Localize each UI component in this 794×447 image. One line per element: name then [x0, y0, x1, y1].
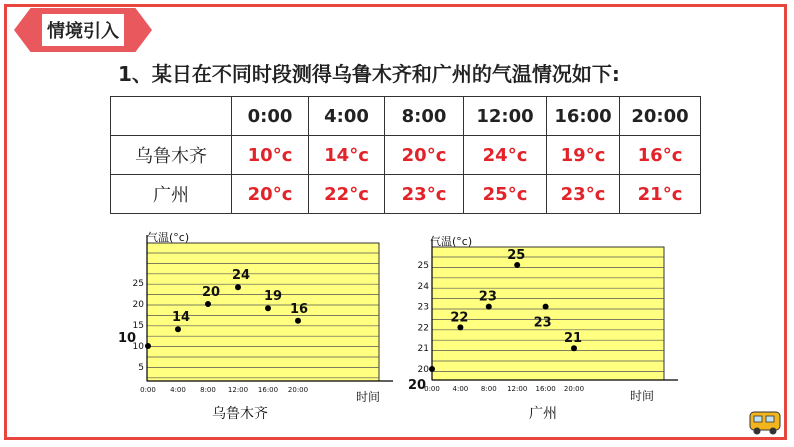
temp-cell: 20°c	[385, 136, 464, 175]
x-tick-label: 16:00	[535, 385, 556, 393]
temp-cell: 10°c	[232, 136, 309, 175]
question-heading: 1、某日在不同时段测得乌鲁木齐和广州的气温情况如下:	[118, 62, 620, 86]
data-label: 23	[533, 315, 552, 331]
x-tick-label: 20:00	[563, 385, 585, 393]
data-label: 14	[172, 310, 191, 326]
x-tick-label: 12:00	[227, 386, 249, 394]
y-tick-label: 22	[417, 323, 429, 334]
badge-label: 情境引入	[42, 14, 124, 46]
temp-cell: 25°c	[464, 175, 547, 214]
data-label: 20	[202, 285, 221, 300]
temp-cell: 24°c	[464, 136, 547, 175]
data-point	[295, 318, 301, 324]
x-axis-title: 时间	[630, 389, 655, 403]
y-axis-title: 气温(°c)	[147, 231, 190, 244]
temp-cell: 20°c	[232, 175, 309, 214]
data-label: 21	[564, 331, 583, 347]
data-label: 24	[232, 268, 251, 284]
y-tick-label: 10	[132, 342, 144, 352]
temp-cell: 21°c	[620, 175, 701, 214]
time-header: 4:00	[309, 97, 385, 136]
x-tick-label: 8:00	[480, 385, 497, 393]
data-point	[543, 304, 549, 310]
y-tick-label: 5	[138, 363, 144, 373]
x-tick-label: 12:00	[507, 385, 528, 393]
y-tick-label: 24	[417, 281, 429, 292]
time-header: 0:00	[232, 97, 309, 136]
data-label: 23	[478, 289, 497, 305]
data-label: 19	[264, 289, 283, 305]
temp-cell: 22°c	[309, 175, 385, 214]
x-tick-label: 0:00	[140, 386, 156, 394]
x-tick-label: 0:00	[424, 385, 440, 393]
data-label: 20	[408, 378, 427, 393]
chart-title: 广州	[529, 406, 557, 422]
time-header: 12:00	[464, 97, 547, 136]
data-label: 10	[118, 331, 137, 346]
data-point	[429, 366, 435, 372]
city-label: 广州	[111, 175, 232, 214]
y-tick-label: 23	[417, 302, 429, 313]
x-axis-title: 时间	[356, 390, 381, 404]
data-point	[235, 284, 241, 290]
data-point	[205, 301, 211, 307]
data-point	[145, 343, 151, 349]
x-tick-label: 20:00	[287, 386, 309, 394]
y-tick-label: 25	[417, 261, 429, 271]
temp-cell: 19°c	[547, 136, 620, 175]
time-header: 8:00	[385, 97, 464, 136]
data-label: 16	[290, 301, 309, 317]
city-label: 乌鲁木齐	[111, 136, 232, 175]
data-label: 25	[507, 248, 526, 263]
data-point	[265, 305, 271, 311]
chart-title: 乌鲁木齐	[212, 406, 268, 422]
time-header: 20:00	[620, 97, 701, 136]
data-label: 22	[450, 310, 469, 326]
x-tick-label: 8:00	[200, 386, 216, 394]
y-tick-label: 20	[417, 365, 429, 375]
school-bus-icon	[748, 408, 782, 436]
y-tick-label: 25	[132, 279, 144, 289]
y-tick-label: 21	[417, 344, 429, 355]
x-tick-label: 4:00	[452, 385, 469, 393]
x-tick-label: 4:00	[170, 386, 186, 394]
y-tick-label: 20	[132, 300, 144, 310]
temp-cell: 16°c	[620, 136, 701, 175]
data-point	[175, 326, 181, 332]
y-tick-label: 15	[132, 321, 144, 331]
temp-cell: 23°c	[547, 175, 620, 214]
x-tick-label: 16:00	[257, 386, 279, 394]
temp-cell: 14°c	[309, 136, 385, 175]
y-axis-title: 气温(°c)	[430, 235, 473, 248]
temp-cell: 23°c	[385, 175, 464, 214]
time-header: 16:00	[547, 97, 620, 136]
